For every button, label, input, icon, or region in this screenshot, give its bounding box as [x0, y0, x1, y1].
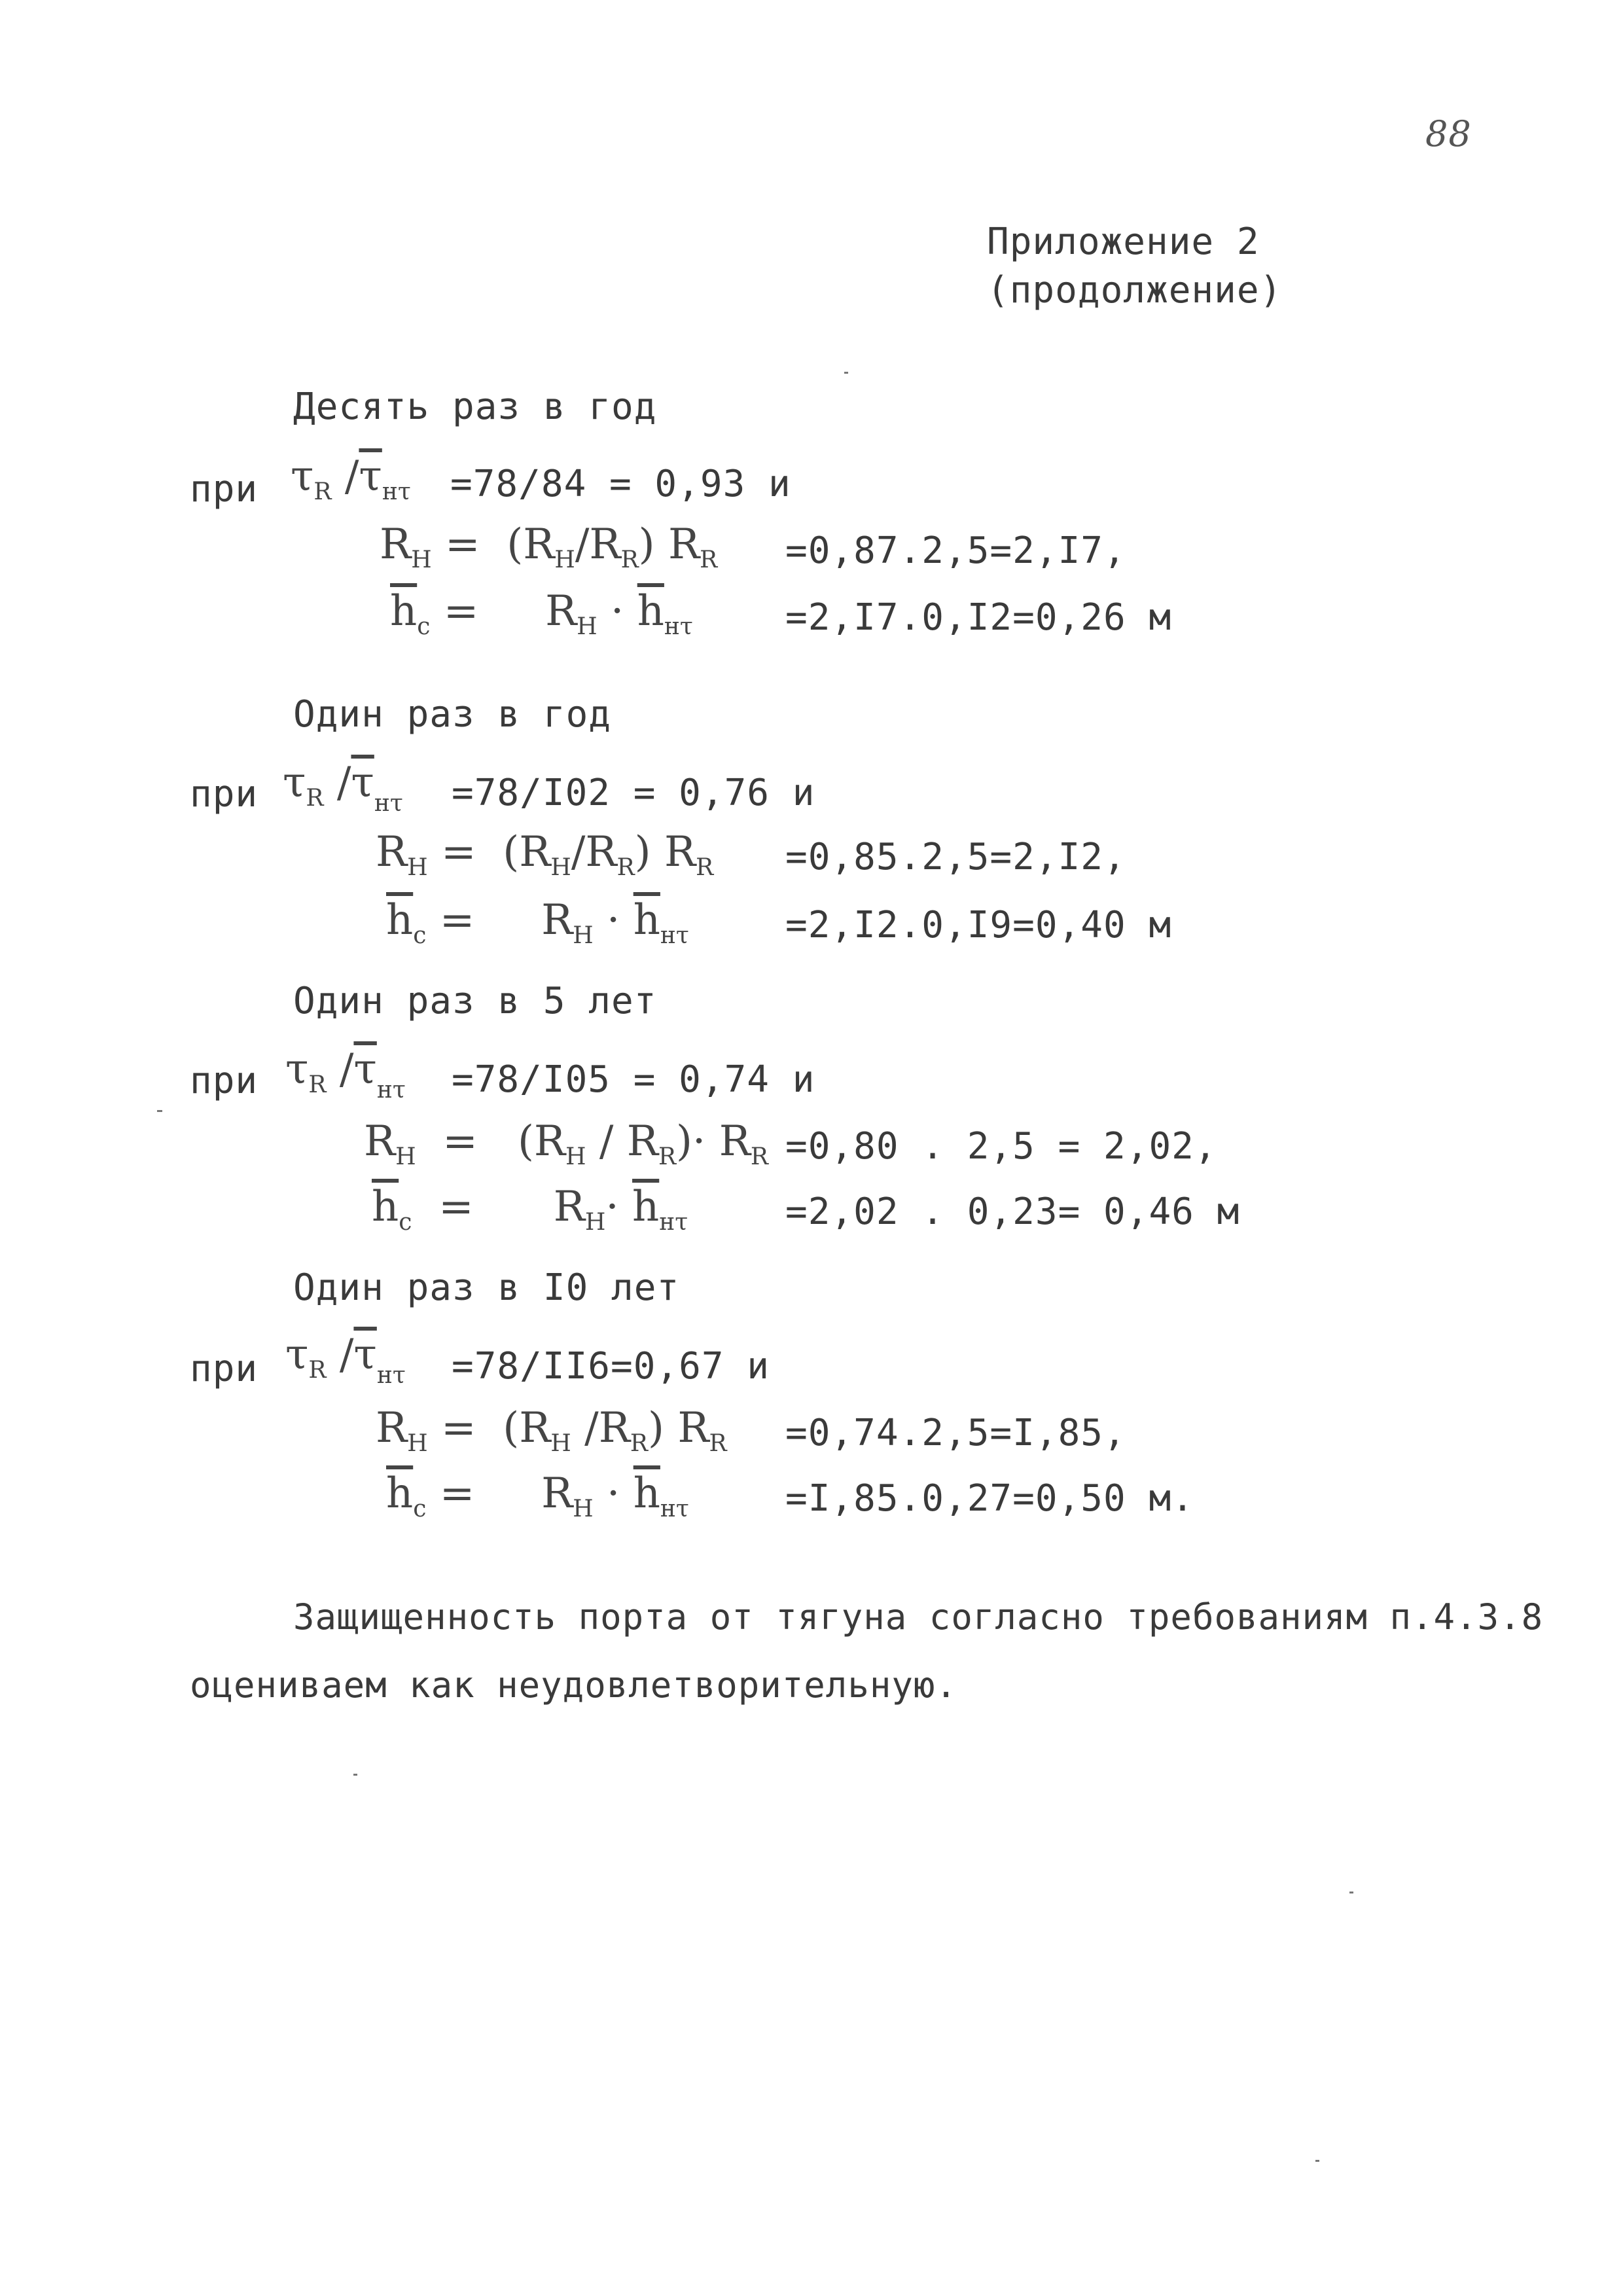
conclusion-line-2: оцениваем как неудовлетворительную.: [190, 1664, 957, 1706]
hc-formula: $\overline{h}_c$ = $R_Н \cdot \overline{h}_{н\tau}$: [390, 587, 693, 640]
hc-result: =I,85.0,27=0,50 м.: [785, 1477, 1194, 1520]
ratio-result: =78/84 = 0,93 и: [450, 463, 791, 505]
ratio-result: =78/II6=0,67 и: [452, 1345, 770, 1388]
pri-label: при: [190, 1060, 259, 1102]
appendix-continuation: (продолжение): [987, 269, 1283, 312]
page-number: 88: [1425, 113, 1472, 154]
ratio-formula: $\tau_R$ $/\overline{\tau}_{н\tau}$: [285, 1331, 406, 1389]
rn-formula: $R_Н = (R_Н/R_R)$ $R_R$: [380, 520, 718, 573]
pri-label: при: [190, 1348, 259, 1390]
hc-result: =2,I2.0,I9=0,40 м: [785, 904, 1172, 946]
rn-result: =0,85.2,5=2,I2,: [785, 836, 1126, 878]
rn-formula: $R_Н = (R_Н$ $/R_R$) $R_R$: [376, 1404, 727, 1457]
hc-formula: $\overline{h}_c$ = $R_Н \cdot \overline{h}_{н\tau}$: [386, 1469, 689, 1522]
rn-result: =0,74.2,5=I,85,: [785, 1412, 1126, 1454]
rn-result: =0,80 . 2,5 = 2,02,: [785, 1125, 1217, 1168]
scan-speck: [1349, 1892, 1353, 1893]
ratio-formula: $\tau_R$ $/\overline{\tau}_{н\tau}$: [283, 759, 403, 817]
pri-label: при: [190, 773, 259, 816]
section-title: Один раз в 5 лет: [293, 980, 657, 1022]
rn-formula: $R_Н = (R_Н / R_R)\cdot R_R$: [364, 1117, 768, 1170]
section-title: Десять раз в год: [293, 386, 657, 428]
ratio-formula: $\tau_R$ $/\overline{\tau}_{н\tau}$: [291, 452, 411, 505]
conclusion-line-1: Защищенность порта от тягуна согласно требованиям п.4.3.8: [293, 1596, 1544, 1638]
hc-formula: $\overline{h}_c$ = $R_Н \cdot \overline{h}_{н\tau}$: [386, 896, 689, 949]
hc-result: =2,02 . 0,23= 0,46 м: [785, 1191, 1240, 1233]
scan-speck: [1315, 2160, 1319, 2162]
rn-formula: $R_Н = (R_Н/R_R)$ $R_R$: [376, 828, 714, 881]
ratio-result: =78/I02 = 0,76 и: [452, 772, 815, 814]
rn-result: =0,87.2,5=2,I7,: [785, 529, 1126, 572]
appendix-title: Приложение 2: [987, 221, 1260, 263]
scan-speck: [157, 1110, 162, 1112]
section-title: Один раз в год: [293, 693, 612, 736]
scan-speck: [844, 372, 848, 374]
hc-formula: $\overline{h}_c$ = $R_Н\cdot \overline{h}_{н\tau}$: [372, 1183, 688, 1236]
hc-result: =2,I7.0,I2=0,26 м: [785, 596, 1172, 639]
ratio-formula: $\tau_R$ $/\overline{\tau}_{н\tau}$: [285, 1045, 406, 1103]
ratio-result: =78/I05 = 0,74 и: [452, 1058, 815, 1101]
section-title: Один раз в I0 лет: [293, 1266, 680, 1309]
pri-label: при: [190, 468, 259, 511]
scan-speck: [353, 1774, 357, 1776]
